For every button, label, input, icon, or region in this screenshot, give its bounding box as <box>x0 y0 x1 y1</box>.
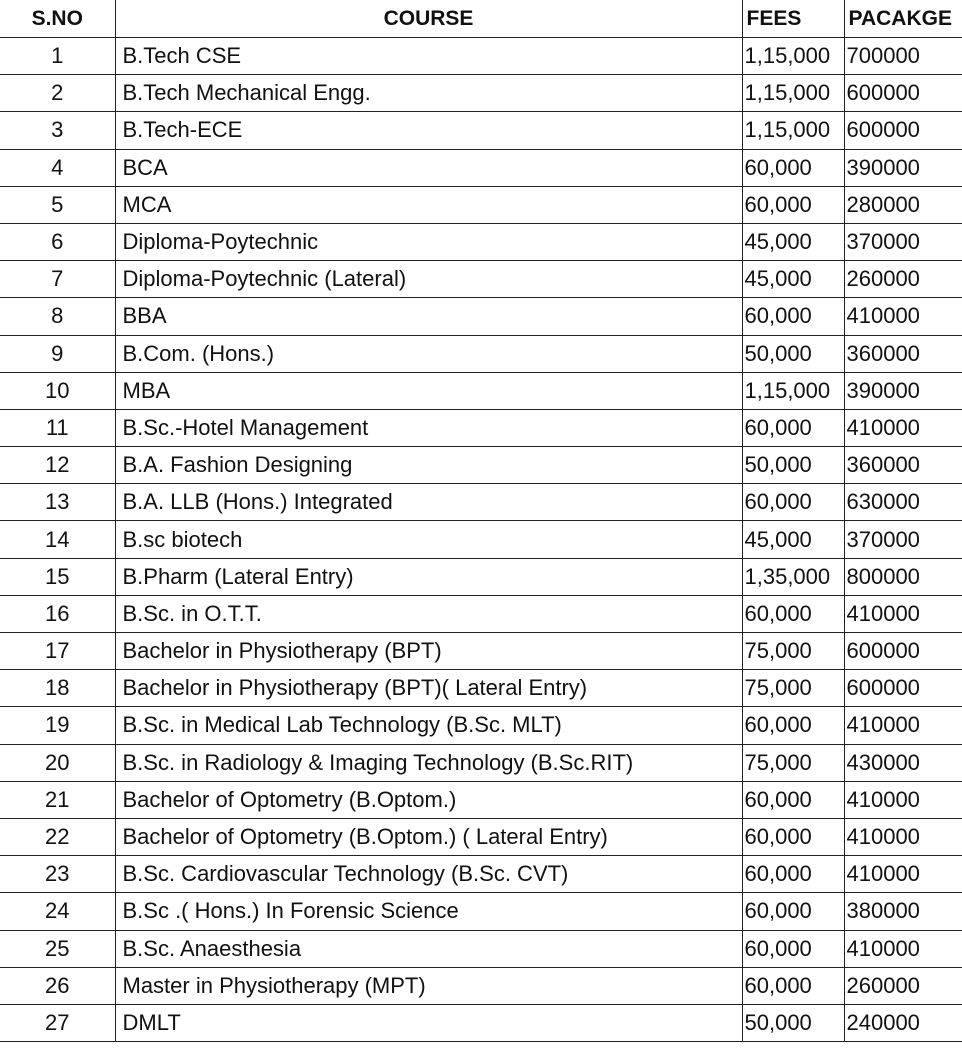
sno-cell: 9 <box>0 335 115 372</box>
fees-cell: 45,000 <box>742 261 844 298</box>
sno-cell: 15 <box>0 558 115 595</box>
fees-cell: 60,000 <box>742 818 844 855</box>
fees-cell: 60,000 <box>742 595 844 632</box>
fees-cell: 60,000 <box>742 484 844 521</box>
course-cell: B.Sc. in Radiology & Imaging Technology (B.Sc.RIT) <box>115 744 742 781</box>
sno-cell: 10 <box>0 372 115 409</box>
course-cell: B.sc biotech <box>115 521 742 558</box>
sno-cell: 14 <box>0 521 115 558</box>
sno-cell: 16 <box>0 595 115 632</box>
table-row <box>0 223 962 260</box>
table-row <box>0 633 962 670</box>
sno-cell: 3 <box>0 112 115 149</box>
fees-cell: 60,000 <box>742 967 844 1004</box>
fees-cell: 75,000 <box>742 633 844 670</box>
course-cell: B.Sc .( Hons.) In Forensic Science <box>115 893 742 930</box>
table-row <box>0 856 962 893</box>
package-cell: 410000 <box>844 818 962 855</box>
course-cell: B.A. Fashion Designing <box>115 447 742 484</box>
sno-cell: 2 <box>0 75 115 112</box>
table-row <box>0 447 962 484</box>
table-row <box>0 781 962 818</box>
fees-cell: 60,000 <box>742 893 844 930</box>
sno-cell: 24 <box>0 893 115 930</box>
fees-cell: 50,000 <box>742 335 844 372</box>
course-cell: MCA <box>115 186 742 223</box>
package-cell: 260000 <box>844 261 962 298</box>
sno-cell: 12 <box>0 447 115 484</box>
package-cell: 410000 <box>844 930 962 967</box>
sno-cell: 23 <box>0 856 115 893</box>
package-cell: 410000 <box>844 707 962 744</box>
table-row <box>0 38 962 75</box>
table-row <box>0 558 962 595</box>
table-row <box>0 261 962 298</box>
fees-cell: 1,35,000 <box>742 558 844 595</box>
package-cell: 430000 <box>844 744 962 781</box>
package-cell: 600000 <box>844 75 962 112</box>
table-row <box>0 409 962 446</box>
course-cell: B.Sc. Anaesthesia <box>115 930 742 967</box>
sno-cell: 19 <box>0 707 115 744</box>
table-row <box>0 484 962 521</box>
table-row <box>0 75 962 112</box>
fees-cell: 50,000 <box>742 1004 844 1041</box>
course-cell: Bachelor in Physiotherapy (BPT)( Lateral Entry) <box>115 670 742 707</box>
course-cell: B.Sc.-Hotel Management <box>115 409 742 446</box>
fees-cell: 1,15,000 <box>742 38 844 75</box>
package-cell: 390000 <box>844 149 962 186</box>
package-cell: 600000 <box>844 633 962 670</box>
package-cell: 410000 <box>844 856 962 893</box>
package-cell: 410000 <box>844 595 962 632</box>
table-row <box>0 967 962 1004</box>
course-cell: Diploma-Poytechnic <box>115 223 742 260</box>
table-row <box>0 930 962 967</box>
course-cell: DMLT <box>115 1004 742 1041</box>
fees-cell: 60,000 <box>742 781 844 818</box>
fees-cell: 60,000 <box>742 298 844 335</box>
table-row <box>0 186 962 223</box>
header-sno: S.NO <box>0 0 115 38</box>
sno-cell: 13 <box>0 484 115 521</box>
fees-cell: 60,000 <box>742 186 844 223</box>
course-cell: B.Tech Mechanical Engg. <box>115 75 742 112</box>
package-cell: 360000 <box>844 447 962 484</box>
course-cell: B.Sc. in O.T.T. <box>115 595 742 632</box>
package-cell: 370000 <box>844 521 962 558</box>
sno-cell: 22 <box>0 818 115 855</box>
table-row <box>0 744 962 781</box>
package-cell: 700000 <box>844 38 962 75</box>
table-row <box>0 298 962 335</box>
sno-cell: 18 <box>0 670 115 707</box>
sno-cell: 11 <box>0 409 115 446</box>
sno-cell: 7 <box>0 261 115 298</box>
fees-cell: 50,000 <box>742 447 844 484</box>
table-row <box>0 372 962 409</box>
table-header <box>0 0 962 38</box>
table-row <box>0 818 962 855</box>
table-row <box>0 893 962 930</box>
sno-cell: 8 <box>0 298 115 335</box>
course-cell: B.Com. (Hons.) <box>115 335 742 372</box>
course-cell: Bachelor of Optometry (B.Optom.) <box>115 781 742 818</box>
sno-cell: 4 <box>0 149 115 186</box>
header-package: PACAKGE <box>844 0 962 38</box>
package-cell: 630000 <box>844 484 962 521</box>
sno-cell: 21 <box>0 781 115 818</box>
package-cell: 380000 <box>844 893 962 930</box>
fees-cell: 75,000 <box>742 744 844 781</box>
course-cell: Bachelor in Physiotherapy (BPT) <box>115 633 742 670</box>
sno-cell: 6 <box>0 223 115 260</box>
sno-cell: 26 <box>0 967 115 1004</box>
package-cell: 600000 <box>844 112 962 149</box>
fees-cell: 45,000 <box>742 521 844 558</box>
course-cell: BBA <box>115 298 742 335</box>
fees-cell: 60,000 <box>742 409 844 446</box>
sno-cell: 1 <box>0 38 115 75</box>
package-cell: 410000 <box>844 298 962 335</box>
fees-cell: 60,000 <box>742 707 844 744</box>
course-cell: B.Sc. Cardiovascular Technology (B.Sc. CVT) <box>115 856 742 893</box>
fees-cell: 75,000 <box>742 670 844 707</box>
course-cell: B.A. LLB (Hons.) Integrated <box>115 484 742 521</box>
course-cell: MBA <box>115 372 742 409</box>
package-cell: 360000 <box>844 335 962 372</box>
table-row <box>0 335 962 372</box>
package-cell: 800000 <box>844 558 962 595</box>
course-cell: B.Tech CSE <box>115 38 742 75</box>
fees-cell: 45,000 <box>742 223 844 260</box>
table-row <box>0 595 962 632</box>
package-cell: 600000 <box>844 670 962 707</box>
course-cell: B.Sc. in Medical Lab Technology (B.Sc. MLT) <box>115 707 742 744</box>
header-row <box>0 0 962 38</box>
table-row <box>0 149 962 186</box>
fees-cell: 1,15,000 <box>742 372 844 409</box>
table-body <box>0 38 962 1042</box>
package-cell: 410000 <box>844 781 962 818</box>
fees-cell: 1,15,000 <box>742 75 844 112</box>
table-row <box>0 1004 962 1041</box>
course-cell: Master in Physiotherapy (MPT) <box>115 967 742 1004</box>
sno-cell: 17 <box>0 633 115 670</box>
header-course: COURSE <box>115 0 742 38</box>
course-cell: B.Tech-ECE <box>115 112 742 149</box>
package-cell: 370000 <box>844 223 962 260</box>
fees-cell: 60,000 <box>742 149 844 186</box>
sno-cell: 27 <box>0 1004 115 1041</box>
table-row <box>0 112 962 149</box>
package-cell: 410000 <box>844 409 962 446</box>
table-row <box>0 670 962 707</box>
sno-cell: 20 <box>0 744 115 781</box>
fees-cell: 60,000 <box>742 930 844 967</box>
course-cell: Diploma-Poytechnic (Lateral) <box>115 261 742 298</box>
course-cell: BCA <box>115 149 742 186</box>
fees-cell: 1,15,000 <box>742 112 844 149</box>
course-cell: B.Pharm (Lateral Entry) <box>115 558 742 595</box>
package-cell: 280000 <box>844 186 962 223</box>
package-cell: 390000 <box>844 372 962 409</box>
package-cell: 240000 <box>844 1004 962 1041</box>
sno-cell: 5 <box>0 186 115 223</box>
sno-cell: 25 <box>0 930 115 967</box>
package-cell: 260000 <box>844 967 962 1004</box>
header-fees: FEES <box>742 0 844 38</box>
course-cell: Bachelor of Optometry (B.Optom.) ( Lateral Entry) <box>115 818 742 855</box>
table-row <box>0 521 962 558</box>
table-row <box>0 707 962 744</box>
fees-cell: 60,000 <box>742 856 844 893</box>
